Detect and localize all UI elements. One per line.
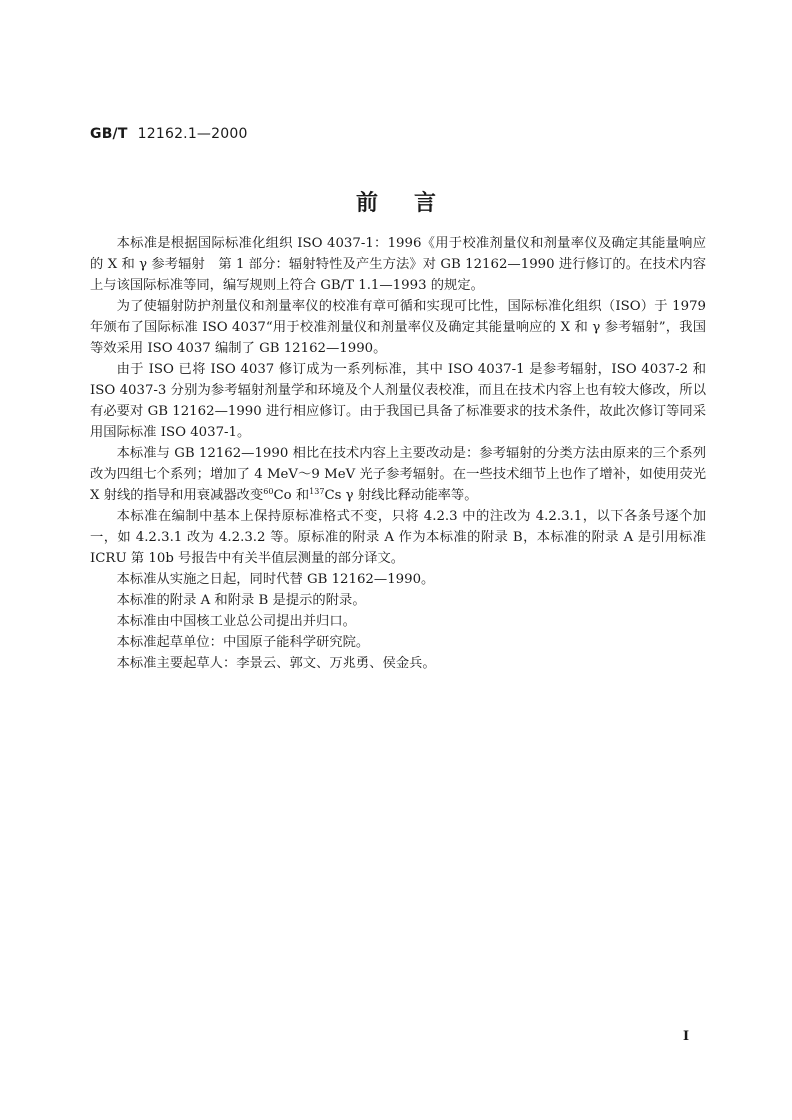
paragraph-10: 本标准主要起草人：李景云、郭文、万兆勇、侯金兵。 xyxy=(116,656,436,671)
paragraph-4-text-a: 本标准与 GB 12162—1990 相比在技术内容上主要改动是：参考辐射的分类方法由原来的三个系列改为四组七个系列；增加了 4 MeV～9 MeV 光子参考辐射。在一些技术细节上也作了增补，如使用荧光 X 射线的指导和用衰减器改变 xyxy=(90,446,706,503)
paragraph-6: 本标准从实施之日起，同时代替 GB 12162—1990。 xyxy=(116,572,435,587)
paragraph-8: 本标准由中国核工业总公司提出并归口。 xyxy=(116,614,356,629)
page-number: Ⅰ xyxy=(683,1029,690,1044)
paragraph-2: 为了使辐射防护剂量仪和剂量率仪的校准有章可循和实现可比性，国际标准化组织（ISO）于 1979 年颁布了国际标准 ISO 4037“用于校准剂量仪和剂量率仪及确定其能量响应的 X 和 γ 参考辐射”，我国等效采用 ISO 4037 编制了 GB 12162—1990。 xyxy=(90,299,706,356)
standard-code: GB/T xyxy=(90,126,128,142)
foreword-body xyxy=(90,233,706,674)
paragraph-4-text-c: Cs γ 射线比释动能率等。 xyxy=(324,488,478,503)
paragraph-1: 本标准是根据国际标准化组织 ISO 4037-1：1996《用于校准剂量仪和剂量率仪及确定其能量响应的 X 和 γ 参考辐射 第 1 部分：辐射特性及产生方法》对 GB 12162—1990 进行修订的。在技术内容上与该国际标准等同，编写规则上符合 GB/T 1.1—1993 的规定。 xyxy=(90,236,706,293)
paragraph-9: 本标准起草单位：中国原子能科学研究院。 xyxy=(116,635,370,650)
paragraph-4-text-b: Co 和 xyxy=(273,488,310,503)
paragraph-4 xyxy=(90,443,706,506)
paragraph-5: 本标准在编制中基本上保持原标准格式不变，只将 4.2.3 中的注改为 4.2.3.1，以下各条号逐个加一，如 4.2.3.1 改为 4.2.3.2 等。原标准的附录 A 作为本标准的附录 B，本标准的附录 A 是引用标准 ICRU 第 10b 号报告中有关半值层测量的部分译文。 xyxy=(90,509,706,566)
standard-number xyxy=(90,126,248,142)
standard-id-number: 12162.1—2000 xyxy=(137,126,248,142)
paragraph-7: 本标准的附录 A 和附录 B 是提示的附录。 xyxy=(116,593,366,608)
isotope-mass-60: 60 xyxy=(263,487,274,496)
page-title: 前言 xyxy=(355,190,472,216)
paragraph-3: 由于 ISO 已将 ISO 4037 修订成为一系列标准，其中 ISO 4037-1 是参考辐射，ISO 4037-2 和 ISO 4037-3 分别为参考辐射剂量学和环境及个人剂量仪表校准，而且在技术内容上也有较大修改，所以有必要对 GB 12162—1990 进行相应修订。由于我国已具备了标准要求的技术条件，故此次修订等同采用国际标准 ISO 4037-1。 xyxy=(90,362,706,440)
isotope-mass-137: 137 xyxy=(309,487,325,496)
